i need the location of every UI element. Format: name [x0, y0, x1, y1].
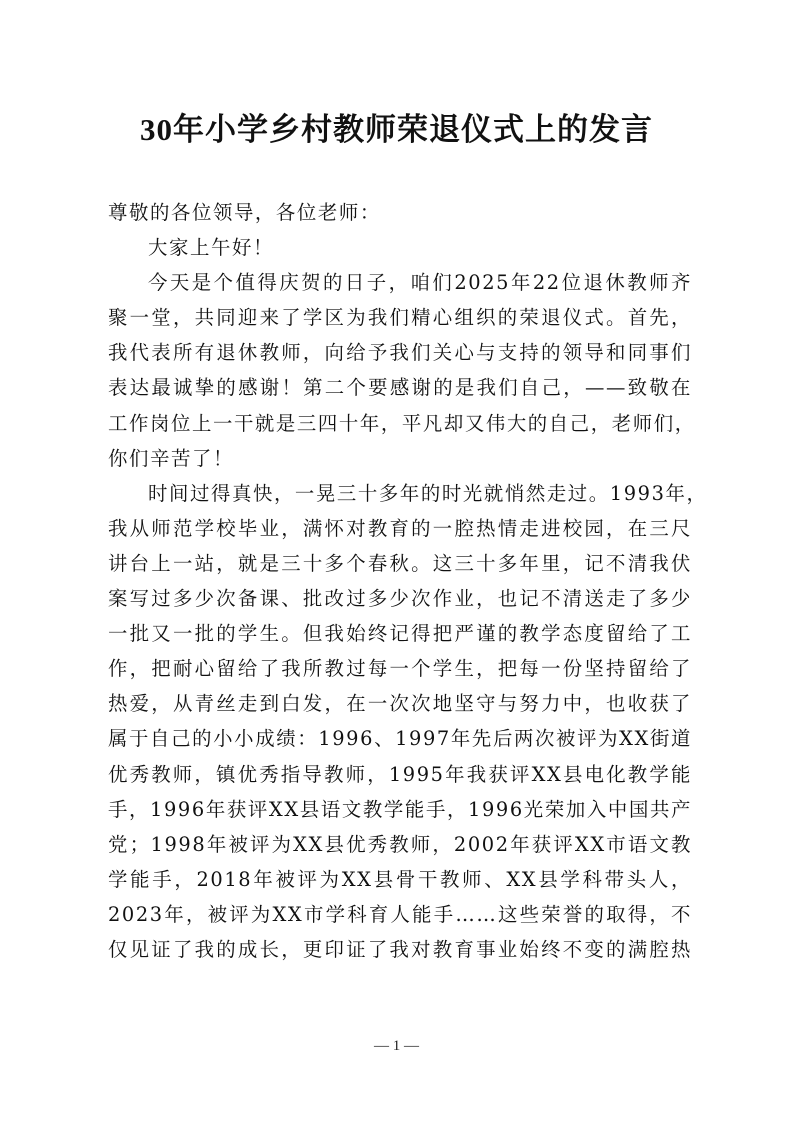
text-line: 我从师范学校毕业，满怀对教育的一腔热情走进校园，在三尺: [108, 516, 692, 540]
text-line: 讲台上一站，就是三十多个春秋。这三十多年里，记不清我伏: [108, 551, 692, 575]
text-line: 你们辛苦了！: [108, 446, 234, 470]
text-line: 作，把耐心留给了我所教过每一个学生，把每一份坚持留给了: [108, 657, 692, 681]
text-line: 工作岗位上一干就是三四十年，平凡却又伟大的自己，老师们，: [108, 411, 696, 435]
text-line: 党；1998年被评为XX县优秀教师，2002年获评XX市语文教: [108, 832, 692, 856]
text-line: 聚一堂，共同迎来了学区为我们精心组织的荣退仪式。首先，: [108, 306, 692, 330]
text-line: 热爱，从青丝走到白发，在一次次地坚守与努力中，也收获了: [108, 692, 692, 716]
text-line: 大家上午好！: [148, 236, 274, 260]
text-line: 案写过多少次备课、批改过多少次作业，也记不清送走了多少: [108, 587, 692, 611]
text-line: 仅见证了我的成长，更印证了我对教育事业始终不变的满腔热: [108, 937, 692, 961]
text-line: 我代表所有退休教师，向给予我们关心与支持的领导和同事们: [108, 341, 692, 365]
text-line: 一批又一批的学生。但我始终记得把严谨的教学态度留给了工: [108, 622, 692, 646]
page-number: — 1 —: [374, 1038, 419, 1054]
text-line: 2023年，被评为XX市学科育人能手……这些荣誉的取得，不: [108, 902, 692, 926]
text-line: 手，1996年获评XX县语文教学能手，1996光荣加入中国共产: [108, 797, 692, 821]
text-line: 表达最诚挚的感谢！第二个要感谢的是我们自己，——致敬在: [108, 376, 692, 400]
text-line: 时间过得真快，一晃三十多年的时光就悄然走过。1993年，: [148, 481, 708, 505]
text-line: 尊敬的各位领导，各位老师：: [108, 201, 381, 224]
text-line: 属于自己的小小成绩：1996、1997年先后两次被评为XX街道: [108, 727, 692, 751]
document-title: 30年小学乡村教师荣退仪式上的发言: [140, 112, 653, 147]
text-line: 学能手，2018年被评为XX县骨干教师、XX县学科带头人，: [108, 867, 692, 891]
text-line: 今天是个值得庆贺的日子，咱们2025年22位退休教师齐: [148, 271, 692, 295]
text-line: 优秀教师，镇优秀指导教师，1995年我获评XX县电化教学能: [108, 762, 692, 786]
document-body: [108, 195, 708, 967]
